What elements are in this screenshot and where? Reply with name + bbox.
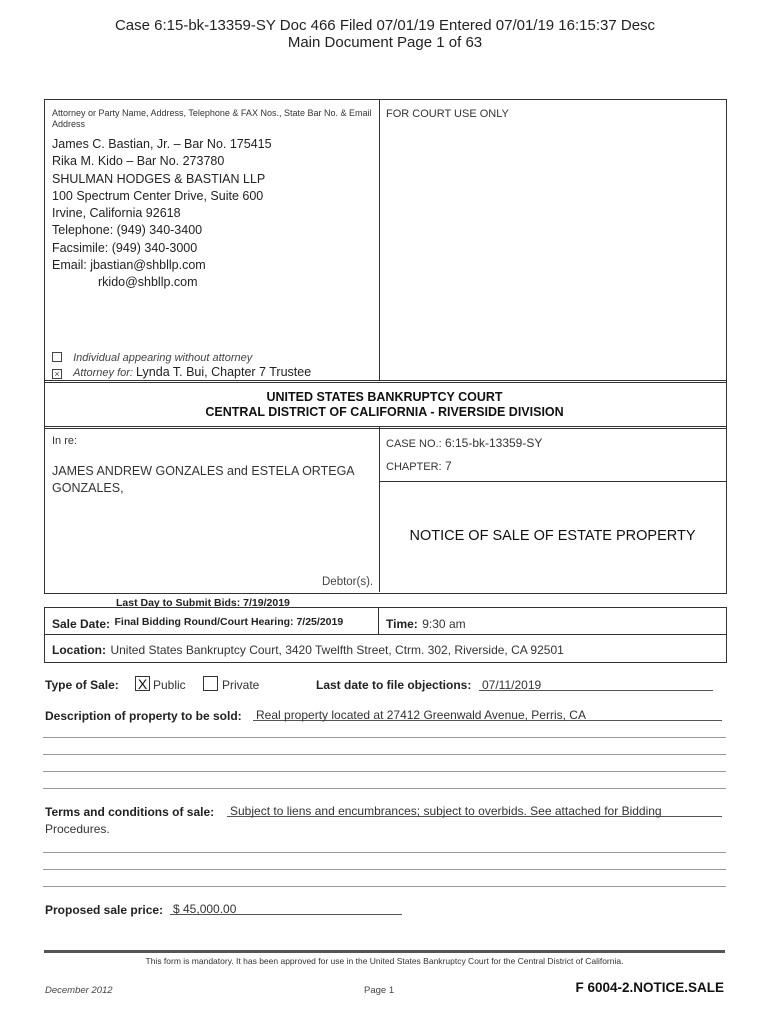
private-checkbox[interactable]	[203, 676, 218, 691]
last-day-bids: Last Day to Submit Bids: 7/19/2019	[116, 597, 290, 609]
blank-line	[43, 788, 726, 789]
debtor-label: Debtor(s).	[322, 576, 374, 588]
case-number-value: 6:15-bk-13359-SY	[444, 436, 543, 450]
divider	[379, 99, 380, 381]
location-value: United States Bankruptcy Court, 3420 Twelfth Street, Ctrm. 302, Riverside, CA 92501	[110, 643, 564, 657]
attorney-line: Email: jbastian@shbllp.com	[52, 258, 206, 273]
footer-date: December 2012	[45, 985, 113, 996]
debtor-names: JAMES ANDREW GONZALES and ESTELA ORTEGA GONZALES,	[52, 464, 354, 495]
terms-value-line2: Procedures.	[45, 822, 110, 836]
without-attorney-checkbox[interactable]	[52, 352, 62, 362]
chapter-value: 7	[444, 459, 452, 473]
terms-value-line1: Subject to liens and encumbrances; subject to overbids. See attached for Bidding	[230, 804, 662, 818]
public-checkbox[interactable]: X	[135, 676, 150, 691]
attorney-line: 100 Spectrum Center Drive, Suite 600	[52, 188, 264, 203]
objections-label: Last date to file objections:	[316, 678, 472, 692]
in-re-label: In re:	[52, 435, 78, 447]
attorney-line: Telephone: (949) 340-3400	[52, 223, 203, 238]
blank-line	[43, 869, 726, 870]
price-label: Proposed sale price:	[45, 903, 164, 917]
price-value: $ 45,000.00	[173, 902, 237, 916]
blank-line	[43, 754, 726, 755]
attorney-caption: Attorney or Party Name, Address, Telephone & FAX Nos., State Bar No. & Email Address	[52, 108, 372, 129]
document-header-line1: Case 6:15-bk-13359-SY Doc 466 Filed 07/01/19 Entered 07/01/19 16:15:37 Desc	[114, 17, 656, 34]
attorney-for-checkbox[interactable]: ×	[52, 369, 62, 379]
description-field[interactable]	[253, 706, 722, 721]
divider	[44, 634, 726, 635]
time-value: 9:30 am	[422, 617, 466, 631]
objections-value: 07/11/2019	[482, 678, 542, 692]
case-box	[44, 426, 727, 594]
sale-date-value: Final Bidding Round/Court Hearing: 7/25/2019	[114, 616, 344, 628]
sale-date-label: Sale Date:	[52, 617, 111, 631]
divider	[378, 607, 379, 634]
chapter-row	[386, 459, 452, 473]
divider	[379, 426, 380, 592]
attorney-line: Irvine, California 92618	[52, 206, 181, 221]
chapter-label: CHAPTER:	[386, 461, 442, 473]
time-label: Time:	[386, 617, 418, 631]
location-row	[52, 641, 564, 659]
attorney-line: SHULMAN HODGES & BASTIAN LLP	[52, 171, 266, 186]
blank-line	[43, 886, 726, 887]
footer-page: Page 1	[364, 985, 395, 996]
case-number-row	[386, 436, 542, 450]
price-field[interactable]	[170, 900, 402, 915]
case-number-label: CASE NO.:	[386, 438, 442, 450]
description-value: Real property located at 27412 Greenwald Avenue, Perris, CA	[256, 708, 586, 722]
court-name-line1: UNITED STATES BANKRUPTCY COURT	[266, 390, 503, 404]
location-label: Location:	[52, 643, 106, 657]
divider	[379, 481, 726, 482]
public-label: Public	[153, 678, 186, 692]
attorney-for-value: Lynda T. Bui, Chapter 7 Trustee	[136, 365, 312, 379]
attorney-info	[52, 136, 272, 292]
court-name-line2: CENTRAL DISTRICT OF CALIFORNIA - RIVERSIDE DIVISION	[205, 405, 564, 419]
attorney-for-row	[52, 365, 311, 379]
blank-line	[43, 771, 726, 772]
time-row	[386, 615, 466, 633]
terms-field[interactable]	[227, 802, 722, 817]
attorney-for-label: Attorney for:	[73, 367, 133, 379]
attorney-line: rkido@shbllp.com	[98, 275, 198, 290]
blank-line	[43, 852, 726, 853]
attorney-line: James C. Bastian, Jr. – Bar No. 175415	[52, 137, 272, 151]
form-number: F 6004-2.NOTICE.SALE	[575, 980, 724, 995]
notice-title: NOTICE OF SALE OF ESTATE PROPERTY	[409, 528, 696, 544]
blank-line	[43, 737, 726, 738]
terms-label: Terms and conditions of sale:	[45, 805, 215, 819]
private-label: Private	[222, 678, 260, 692]
document-header-line2: Main Document Page 1 of 63	[287, 34, 483, 51]
footer-rule	[44, 950, 725, 953]
court-use-label: FOR COURT USE ONLY	[386, 108, 509, 120]
mandatory-note: This form is mandatory. It has been approved for use in the United States Bankruptcy Court for the Central District of California.	[145, 956, 624, 966]
description-label: Description of property to be sold:	[45, 709, 242, 723]
attorney-line: Rika M. Kido – Bar No. 273780	[52, 154, 225, 169]
objections-field[interactable]	[479, 676, 713, 691]
attorney-line: Facsimile: (949) 340-3000	[52, 240, 198, 255]
sale-date-row	[52, 615, 343, 633]
without-attorney-label: Individual appearing without attorney	[73, 352, 253, 364]
type-of-sale-label: Type of Sale:	[45, 678, 119, 692]
without-attorney-row	[52, 352, 252, 364]
